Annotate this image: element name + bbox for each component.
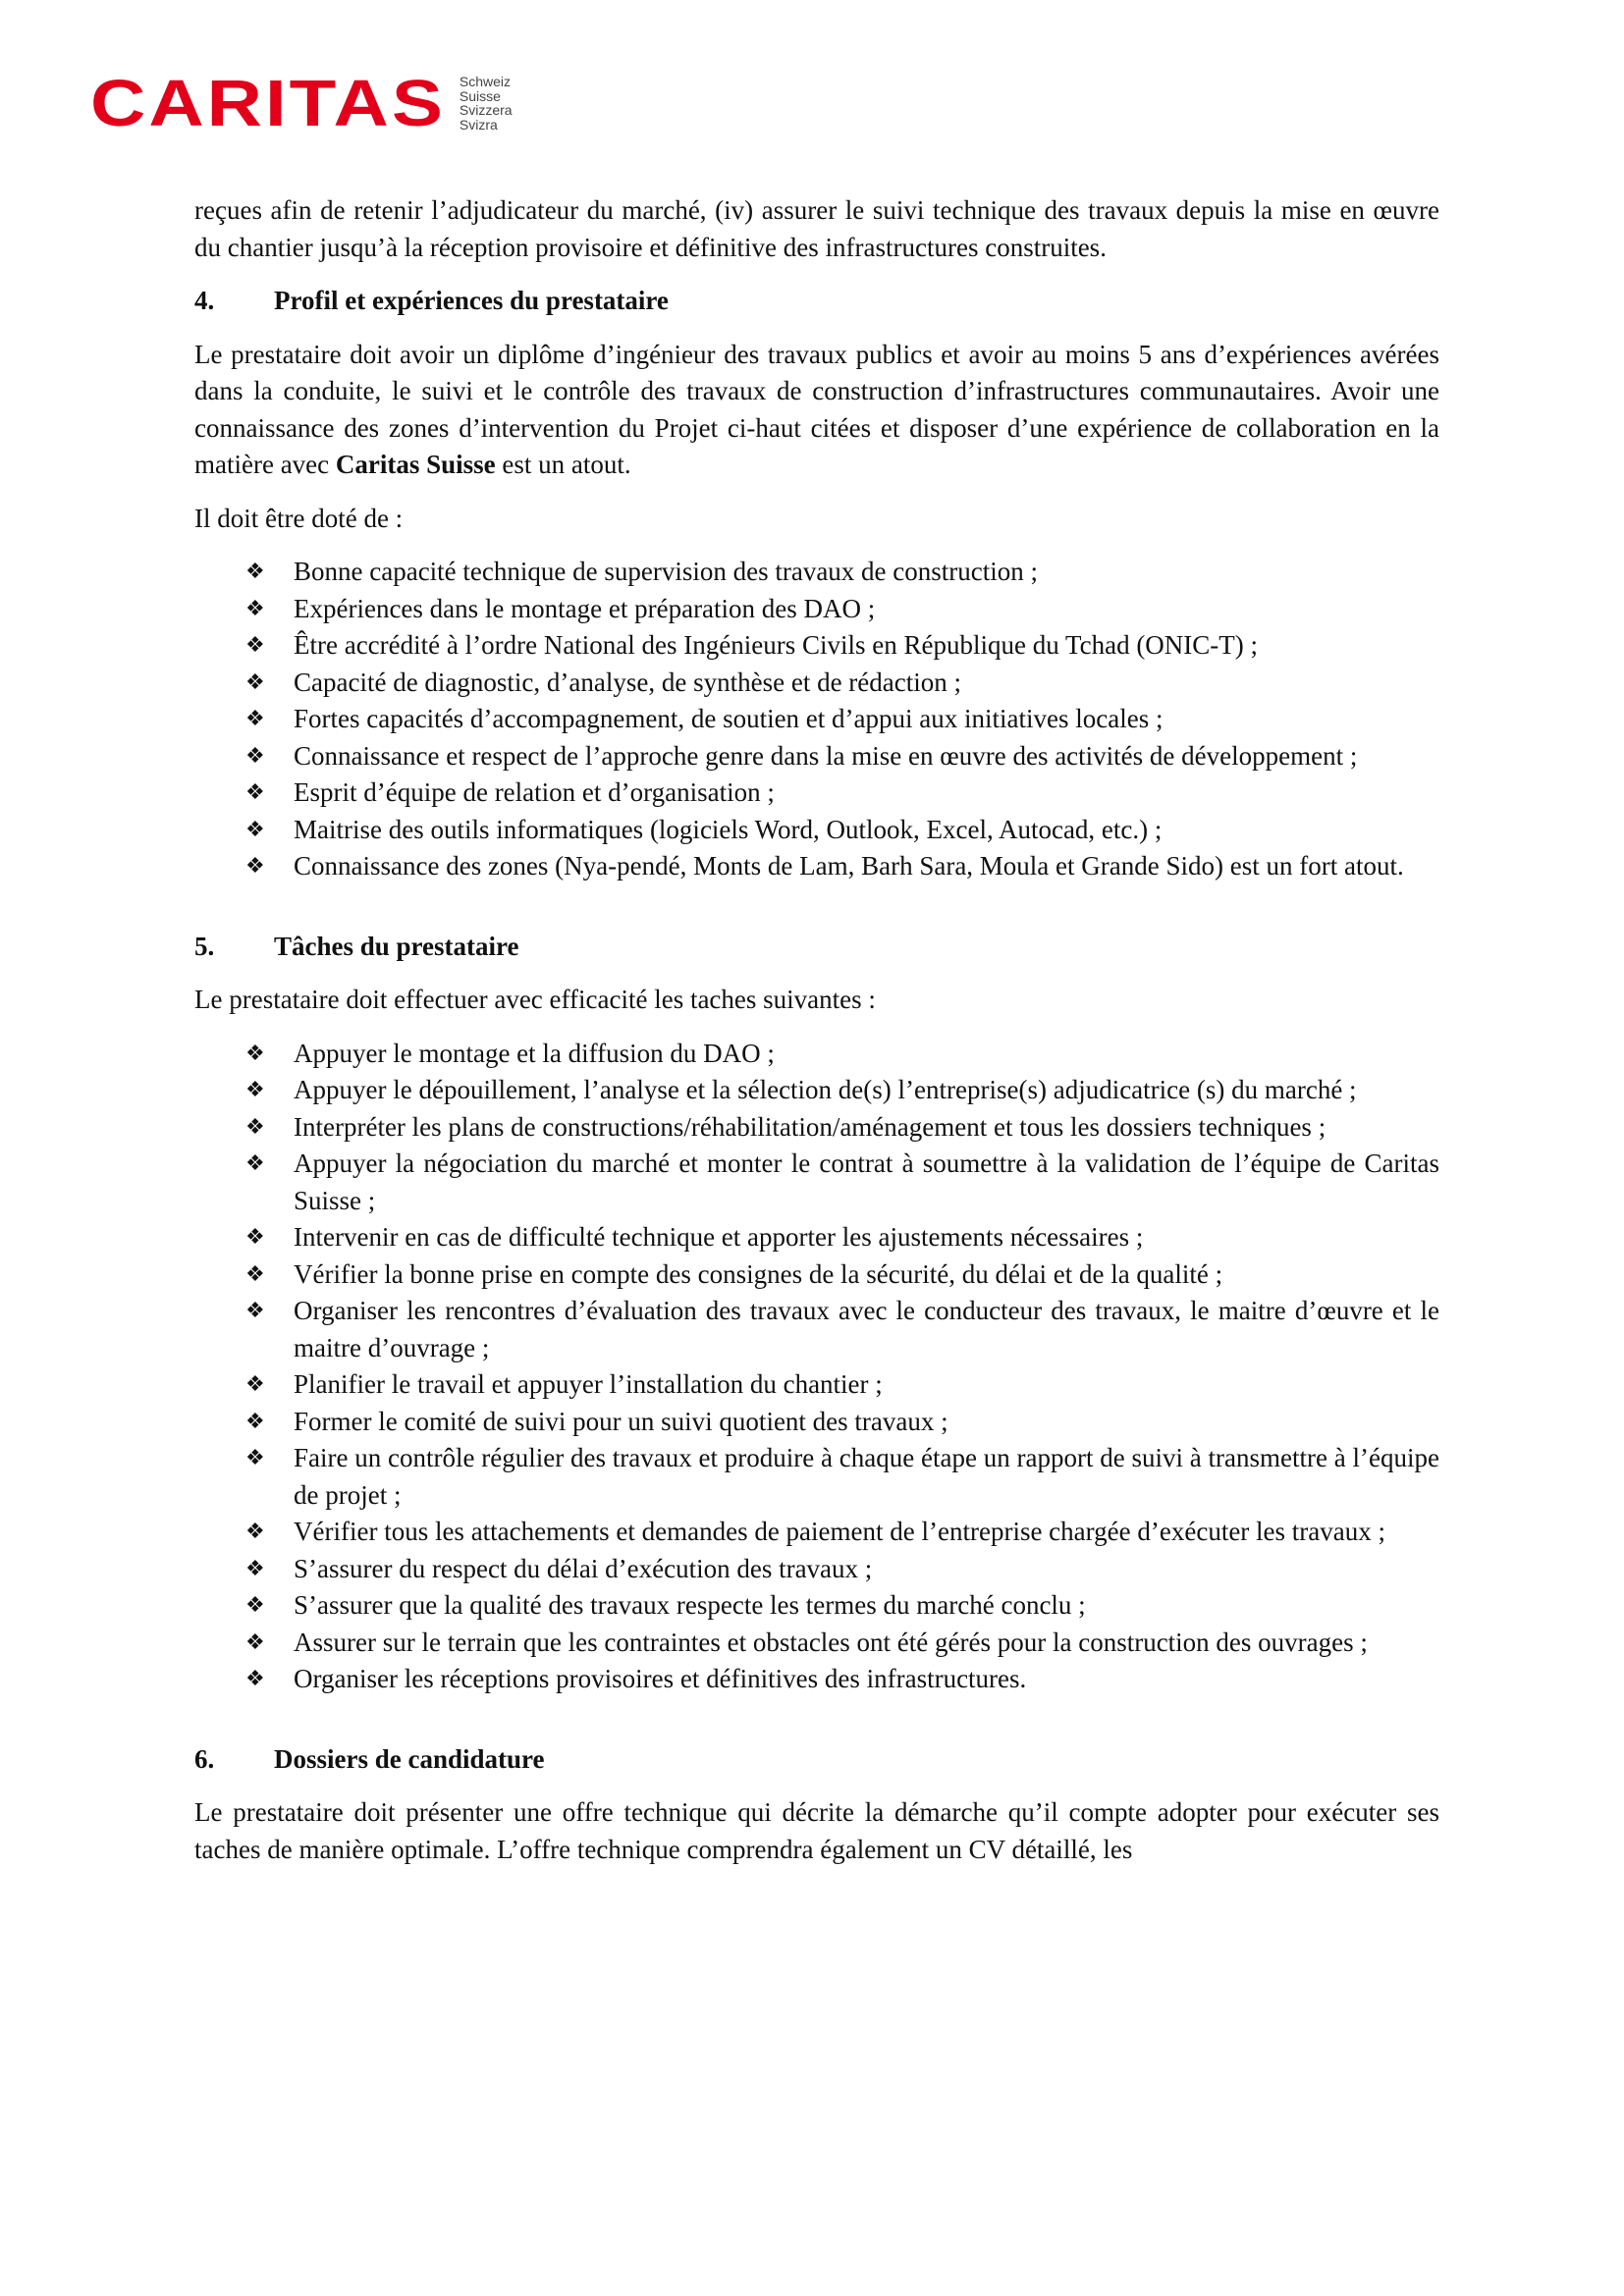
logo-language: Schweiz xyxy=(459,74,512,89)
section-title: Dossiers de candidature xyxy=(274,1743,545,1774)
diamond-bullet-icon: ❖ xyxy=(245,1667,265,1691)
bullet-text: Faire un contrôle régulier des travaux et produire à chaque étape un rapport de suivi à transmettre à l’équipe de projet ; xyxy=(294,1443,1439,1510)
bullet-item xyxy=(194,1072,1439,1109)
bullet-text: Assurer sur le terrain que les contraintes et obstacles ont été gérés pour la construction des ouvrages ; xyxy=(294,1627,1368,1657)
diamond-bullet-icon: ❖ xyxy=(245,1556,265,1581)
bullet-item xyxy=(194,774,1439,812)
bullet-text: Expériences dans le montage et préparation des DAO ; xyxy=(294,593,876,623)
diamond-bullet-icon: ❖ xyxy=(245,1041,265,1066)
bullet-item xyxy=(194,665,1439,702)
section-4-bullet-list xyxy=(194,554,1439,885)
logo-language: Svizzera xyxy=(459,102,513,118)
section-4-heading xyxy=(194,283,1439,320)
section-number: 4. xyxy=(194,286,215,315)
bullet-item xyxy=(194,1146,1439,1219)
bullet-item xyxy=(194,1036,1439,1073)
diamond-bullet-icon: ❖ xyxy=(245,854,265,879)
bullet-text: Planifier le travail et appuyer l’installation du chantier ; xyxy=(294,1369,883,1399)
bullet-text: Appuyer le montage et la diffusion du DAO ; xyxy=(294,1038,775,1068)
diamond-bullet-icon: ❖ xyxy=(245,1225,265,1250)
bullet-item xyxy=(194,1109,1439,1147)
bullet-item xyxy=(194,1293,1439,1366)
diamond-bullet-icon: ❖ xyxy=(245,633,265,658)
logo-languages xyxy=(460,75,513,132)
section-6-paragraph: Le prestataire doit présenter une offre technique qui décrite la démarche qu’il compte adopter pour exécuter ses taches de manière optimale. L’offre technique comprendra également un CV détaillé, les xyxy=(194,1797,1439,1864)
bullet-text: Bonne capacité technique de supervision des travaux de construction ; xyxy=(294,557,1039,586)
bullet-item xyxy=(194,1366,1439,1404)
bullet-item xyxy=(194,591,1439,628)
section-number: 5. xyxy=(194,931,215,961)
bullet-text: Organiser les rencontres d’évaluation des travaux avec le conducteur des travaux, le maitre d’œuvre et le maitre d’ouvrage ; xyxy=(294,1296,1439,1362)
bullet-item xyxy=(194,1404,1439,1441)
document-body xyxy=(194,192,1439,1868)
bullet-text: Capacité de diagnostic, d’analyse, de synthèse et de rédaction ; xyxy=(294,667,961,697)
bullet-text: Maitrise des outils informatiques (logiciels Word, Outlook, Excel, Autocad, etc.) ; xyxy=(294,814,1163,844)
bullet-text: Vérifier tous les attachements et demandes de paiement de l’entreprise chargée d’exécuter les travaux ; xyxy=(294,1517,1385,1546)
bullet-text: Connaissance et respect de l’approche genre dans la mise en œuvre des activités de développement ; xyxy=(294,740,1358,771)
bullet-text: S’assurer du respect du délai d’exécution des travaux ; xyxy=(294,1553,873,1583)
bullet-item xyxy=(194,627,1439,665)
logo-wordmark: CARITAS xyxy=(90,66,446,140)
section-title: Tâches du prestataire xyxy=(274,931,519,961)
bullet-item xyxy=(194,1551,1439,1588)
section-6-heading xyxy=(194,1741,1439,1779)
diamond-bullet-icon: ❖ xyxy=(245,1151,265,1176)
bullet-item xyxy=(194,1661,1439,1698)
diamond-bullet-icon: ❖ xyxy=(245,1593,265,1618)
bullet-item xyxy=(194,1625,1439,1662)
section-title: Profil et expériences du prestataire xyxy=(274,286,669,315)
diamond-bullet-icon: ❖ xyxy=(245,669,265,695)
diamond-bullet-icon: ❖ xyxy=(245,1299,265,1323)
diamond-bullet-icon: ❖ xyxy=(245,1078,265,1102)
bullet-item xyxy=(194,848,1439,885)
bullet-item xyxy=(194,554,1439,591)
bullet-text: Interpréter les plans de constructions/réhabilitation/aménagement et tous les dossiers techniques ; xyxy=(294,1111,1326,1142)
section-5-bullet-list xyxy=(194,1036,1439,1698)
bullet-text: S’assurer que la qualité des travaux respecte les termes du marché conclu ; xyxy=(294,1590,1086,1620)
section-4-paragraph: Le prestataire doit avoir un diplôme d’ingénieur des travaux publics et avoir au moins 5 ans d’expériences avérées dans la conduite, le suivi et le contrôle des travaux de construction d’infrastructures communautaires. Avoir une connaissance des zones d’intervention du Projet ci-haut citées et disposer d’une expérience de collaboration en la matière avec Caritas Suisse est un atout. xyxy=(194,339,1439,479)
logo-language: Svizra xyxy=(459,116,498,133)
section-number: 6. xyxy=(194,1743,215,1774)
bullet-item xyxy=(194,738,1439,775)
diamond-bullet-icon: ❖ xyxy=(245,1629,265,1655)
intro-paragraph: reçues afin de retenir l’adjudicateur du marché, (iv) assurer le suivi technique des travaux depuis la mise en œuvre du chantier jusqu’à la réception provisoire et définitive des infrastructures construites. xyxy=(194,195,1439,262)
bullet-text: Esprit d’équipe de relation et d’organisation ; xyxy=(294,777,775,807)
bullet-item xyxy=(194,1256,1439,1294)
diamond-bullet-icon: ❖ xyxy=(245,1261,265,1287)
diamond-bullet-icon: ❖ xyxy=(245,743,265,769)
bullet-item xyxy=(194,701,1439,738)
bullet-item xyxy=(194,1440,1439,1514)
diamond-bullet-icon: ❖ xyxy=(245,1114,265,1140)
logo-language: Suisse xyxy=(459,87,501,104)
section-5-heading xyxy=(194,929,1439,966)
diamond-bullet-icon: ❖ xyxy=(245,707,265,731)
bullet-item xyxy=(194,812,1439,849)
diamond-bullet-icon: ❖ xyxy=(245,596,265,621)
diamond-bullet-icon: ❖ xyxy=(245,1372,265,1397)
bullet-text: Fortes capacités d’accompagnement, de soutien et d’appui aux initiatives locales ; xyxy=(294,704,1164,733)
diamond-bullet-icon: ❖ xyxy=(245,1409,265,1434)
diamond-bullet-icon: ❖ xyxy=(245,780,265,805)
diamond-bullet-icon: ❖ xyxy=(245,1520,265,1544)
section-4-lead: Il doit être doté de : xyxy=(194,503,404,533)
bullet-item xyxy=(194,1514,1439,1551)
bullet-item xyxy=(194,1219,1439,1256)
bullet-text: Appuyer le dépouillement, l’analyse et la sélection de(s) l’entreprise(s) adjudicatrice (s) du marché ; xyxy=(294,1075,1357,1104)
bullet-text: Être accrédité à l’ordre National des Ingénieurs Civils en République du Tchad (ONIC-T) ; xyxy=(294,630,1259,660)
diamond-bullet-icon: ❖ xyxy=(245,560,265,584)
bullet-text: Former le comité de suivi pour un suivi quotient des travaux ; xyxy=(294,1406,948,1436)
caritas-suisse-bold: Caritas Suisse xyxy=(335,450,496,479)
bullet-text: Appuyer la négociation du marché et monter le contrat à soumettre à la validation de l’équipe de Caritas Suisse ; xyxy=(294,1148,1439,1215)
bullet-item xyxy=(194,1587,1439,1625)
diamond-bullet-icon: ❖ xyxy=(245,1446,265,1470)
section-5-lead: Le prestataire doit effectuer avec efficacité les taches suivantes : xyxy=(194,985,876,1014)
caritas-logo xyxy=(90,65,513,141)
bullet-text: Vérifier la bonne prise en compte des consignes de la sécurité, du délai et de la qualité ; xyxy=(294,1258,1223,1289)
bullet-text: Intervenir en cas de difficulté technique et apporter les ajustements nécessaires ; xyxy=(294,1222,1144,1252)
bullet-text: Organiser les réceptions provisoires et définitives des infrastructures. xyxy=(294,1664,1027,1693)
bullet-text: Connaissance des zones (Nya-pendé, Monts de Lam, Barh Sara, Moula et Grande Sido) est un fort atout. xyxy=(294,851,1404,881)
diamond-bullet-icon: ❖ xyxy=(245,817,265,842)
